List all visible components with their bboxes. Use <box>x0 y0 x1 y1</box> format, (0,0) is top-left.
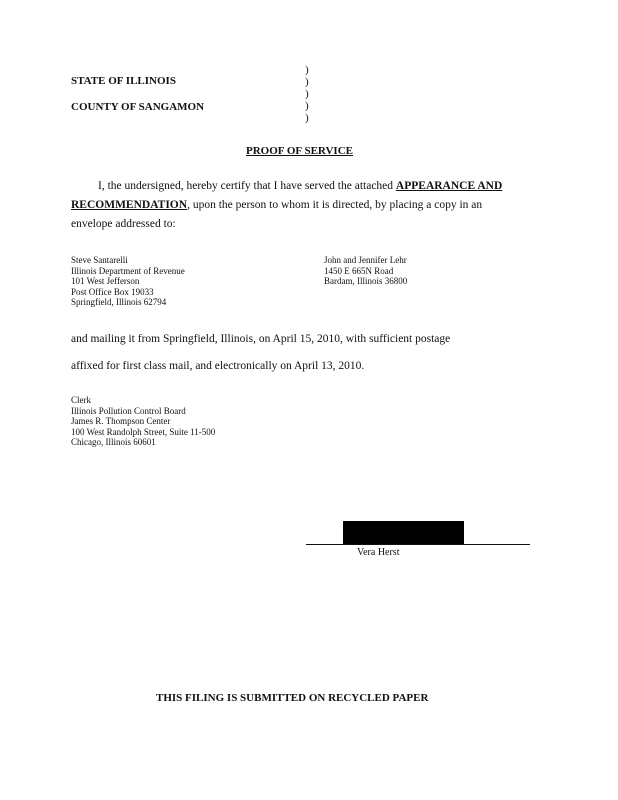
addressee-block-2 <box>324 255 407 287</box>
signature-line <box>306 544 530 545</box>
address-line: James R. Thompson Center <box>71 416 171 426</box>
address-line: Illinois Pollution Control Board <box>71 405 186 416</box>
redacted-signature <box>343 521 464 544</box>
address-line: Steve Santarelli <box>71 255 128 265</box>
document-title-bold: APPEARANCE AND <box>395 180 503 192</box>
certification-text: , upon the person to whom it is directed, by placing a copy in an <box>187 199 483 211</box>
clerk-address-block <box>71 395 215 448</box>
caption-paren: ) <box>305 88 309 100</box>
caption-paren: ) <box>305 112 309 124</box>
caption-paren: ) <box>305 76 309 88</box>
address-line: 101 West Jefferson <box>71 276 140 286</box>
address-line: Illinois Department of Revenue <box>71 265 185 276</box>
certification-line-2 <box>71 199 482 211</box>
address-line: 100 West Randolph Street, Suite 11-500 <box>71 426 216 437</box>
certification-line-3: envelope addressed to: <box>71 218 176 230</box>
document-title-bold: RECOMMENDATION <box>71 199 188 211</box>
address-line: Springfield, Illinois 62794 <box>71 297 167 307</box>
address-line: 1450 E 665N Road <box>324 265 394 276</box>
signer-name: Vera Herst <box>357 547 400 558</box>
caption-paren: ) <box>305 100 309 112</box>
state-caption: STATE OF ILLINOIS <box>71 75 176 87</box>
certification-text: I, the undersigned, hereby certify that I have served the attached <box>98 180 396 192</box>
address-line: Post Office Box 19033 <box>71 286 154 297</box>
mailing-line-2: affixed for first class mail, and electronically on April 13, 2010. <box>71 360 365 372</box>
recycled-paper-footer: THIS FILING IS SUBMITTED ON RECYCLED PAPER <box>156 692 429 704</box>
mailing-line-1: and mailing it from Springfield, Illinois, on April 15, 2010, with sufficient postage <box>71 333 451 345</box>
addressee-block-1 <box>71 255 185 308</box>
address-line: Chicago, Illinois 60601 <box>71 437 156 447</box>
page-title: PROOF OF SERVICE <box>246 145 353 157</box>
caption-parentheses <box>305 64 309 124</box>
caption-paren: ) <box>305 64 309 76</box>
certification-line-1 <box>98 180 502 192</box>
county-caption: COUNTY OF SANGAMON <box>71 101 205 113</box>
address-line: John and Jennifer Lehr <box>324 255 407 265</box>
address-line: Clerk <box>71 395 91 405</box>
address-line: Bardam, Illinois 36800 <box>324 276 408 286</box>
